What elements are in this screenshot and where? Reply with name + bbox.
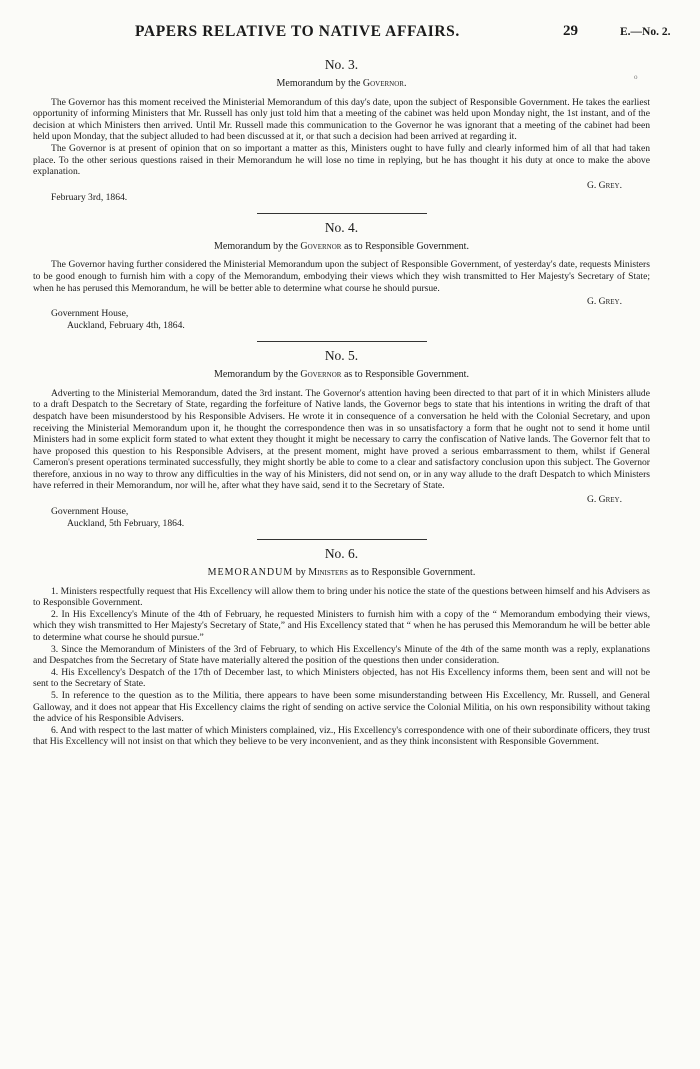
memo-6-title-prefix: MEMORANDUM — [207, 567, 294, 579]
memo-6-title-author: Ministers — [308, 567, 348, 579]
memo-6-number: No. 6. — [324, 546, 359, 562]
memo-4-title-prefix: Memorandum by the — [214, 240, 298, 252]
memo-3-signature: G. Grey. — [586, 179, 622, 191]
memo-3-number: No. 3. — [324, 57, 359, 72]
memo-5 — [33, 348, 650, 530]
memo-6-title-mid: by — [295, 567, 306, 579]
memo-3-paragraph-1: The Governor has this moment received the Ministerial Memorandum of this day's date, upon the subject of Responsible Government. He takes the earliest opportunity of informing Ministers that Mr. Russell has only just told him that a meeting of the cabinet was held upon Monday night, the 1st instant, and of the decision at which Ministers then arrived. Until Mr. Russell made this communication to the Governor he was ignorant that a meeting of the cabinet had been held upon Monday, that the subject alluded to had been discussed at it, or that such a decision had been arrived at regarding it. — [33, 96, 650, 143]
memo-5-place-date: Auckland, 5th February, 1864. — [67, 518, 185, 530]
memo-5-title-author: Governor — [300, 369, 342, 381]
memo-6-paragraph-5: 5. In reference to the question as to the Militia, there appears to have been some misunderstanding between His Excellency, Mr. Russell, and General Galloway, and it does not appear that His Excellency claims the right of sending on active service the Colonial Militia, on his own responsibility without taking the advice of his Responsible Advisers. — [33, 690, 650, 725]
memo-3-paragraph-2: The Governor is at present of opinion that on so important a matter as this, Ministers ought to have fully and clearly informed him of all that had taken place. To the other serious questions raised in their Memorandum he will lose no time in replying, but he has thought it his duty at once to make the above explanation. — [33, 142, 650, 178]
memo-5-number: No. 5. — [324, 348, 359, 364]
memo-3-title — [33, 78, 650, 90]
memo-4-title-author: Governor — [300, 240, 342, 252]
memo-3 — [33, 57, 650, 204]
memo-6-paragraph-6: 6. And with respect to the last matter of which Ministers complained, viz., His Excellency's correspondence with one of their subordinate officers, they trust that His Excellency will not insist on that which they believe to be very inconvenient, and as they think inconsistent with Responsible Government. — [33, 724, 650, 748]
memo-5-title-prefix: Memorandum by the — [214, 369, 298, 381]
memo-5-title — [33, 369, 650, 381]
memo-3-date: February 3rd, 1864. — [51, 191, 128, 203]
memo-5-signature: G. Grey. — [586, 494, 622, 506]
memo-5-address: Government House, — [51, 506, 129, 518]
running-title: PAPERS RELATIVE TO NATIVE AFFAIRS. — [135, 23, 460, 40]
memo-4-signature: G. Grey. — [586, 296, 622, 308]
section-divider — [257, 539, 427, 540]
memo-6 — [33, 546, 650, 748]
memo-4-paragraph-1: The Governor having further considered the Ministerial Memorandum upon the subject of Responsible Government, of yesterday's date, requests Ministers to be good enough to furnish him with a copy of the Memorandum, embodying their views which they wish transmitted to Her Majesty's Secretary of State; when he has perused this Memorandum, he will be better able to determine what course he should pursue. — [33, 259, 650, 294]
memo-4-title — [33, 241, 650, 253]
memo-6-title-suffix: as to Responsible Government. — [350, 567, 476, 579]
section-divider — [257, 341, 427, 342]
memo-4-title-suffix: as to Responsible Government. — [343, 240, 469, 252]
memo-4 — [33, 220, 650, 332]
memo-6-paragraph-1: 1. Ministers respectfully request that His Excellency will allow them to bring under his notice the state of the questions between himself and his Advisers as to Responsible Government. — [33, 585, 650, 609]
memo-3-title-author: Governor. — [362, 78, 407, 89]
memo-4-address: Government House, — [51, 308, 129, 320]
memo-3-title-prefix: Memorandum by the — [276, 78, 361, 89]
document-body — [33, 54, 650, 750]
memo-6-paragraph-4: 4. His Excellency's Despatch of the 17th of December last, to which Ministers objected, has not His Excellency informs them, been sent and will not be sent to the Secretary of State. — [33, 666, 650, 690]
memo-6-title — [33, 567, 650, 579]
page-header — [0, 0, 700, 54]
document-reference: E.—No. 2. — [620, 26, 671, 38]
memo-5-title-suffix: as to Responsible Government. — [343, 369, 469, 381]
memo-5-paragraph-1: Adverting to the Ministerial Memorandum, dated the 3rd instant. The Governor's attention having been directed to that part of it in which Ministers allude to a draft Despatch to the Secretary of State, regarding the forfeiture of Native lands, the Governor begs to state that his intentions in writing the draft of that despatch have been misunderstood by his Responsible Advisers. He wrote it in consequence of a conversation he held with the Colonial Secretary, and upon receiving the Ministerial Memorandum upon it, he thought the correspondence then was in so unsatisfactory a form that he ought not to send it home until Ministers had in some explicit form stated to what extent they thought it might be necessary to carry the confiscation of Native lands. The Governor felt that to have proposed this question to his Responsible Advisers, at the present moment, might have proved a serious embarrassment to them, whilst if General Cameron's present operations terminated successfully, they might shortly be able to come to a clear and satisfactory conclusion upon this subject. The Governor therefore, anxious in no way to throw any difficulties in the way of his Ministers, did not send on, or in any way allude to the draft Despatch to which Ministers have referred in their Memorandum, nor will he, after what they have said, send it to the Secretary of State. — [33, 387, 650, 492]
memo-4-place-date: Auckland, February 4th, 1864. — [67, 320, 185, 332]
memo-6-paragraph-3: 3. Since the Memorandum of Ministers of the 3rd of February, to which His Excellency's Minute of the 4th of the same month was a reply, explanations and Despatches from the Secretary of State have materially altered the position of the questions then under consideration. — [33, 643, 650, 667]
section-divider — [257, 213, 427, 214]
page-number: 29 — [563, 23, 578, 39]
margin-mark: o — [634, 73, 638, 81]
memo-4-number: No. 4. — [324, 219, 359, 235]
memo-6-paragraph-2: 2. In His Excellency's Minute of the 4th of February, he requested Ministers to furnish him with a copy of the “ Memorandum embodying their views, which they wish transmitted to Her Majesty's Secretary of State,” and His Excellency stated that “ when he has perused this Memorandum he will be better able to determine what course he should pursue.” — [33, 608, 650, 644]
